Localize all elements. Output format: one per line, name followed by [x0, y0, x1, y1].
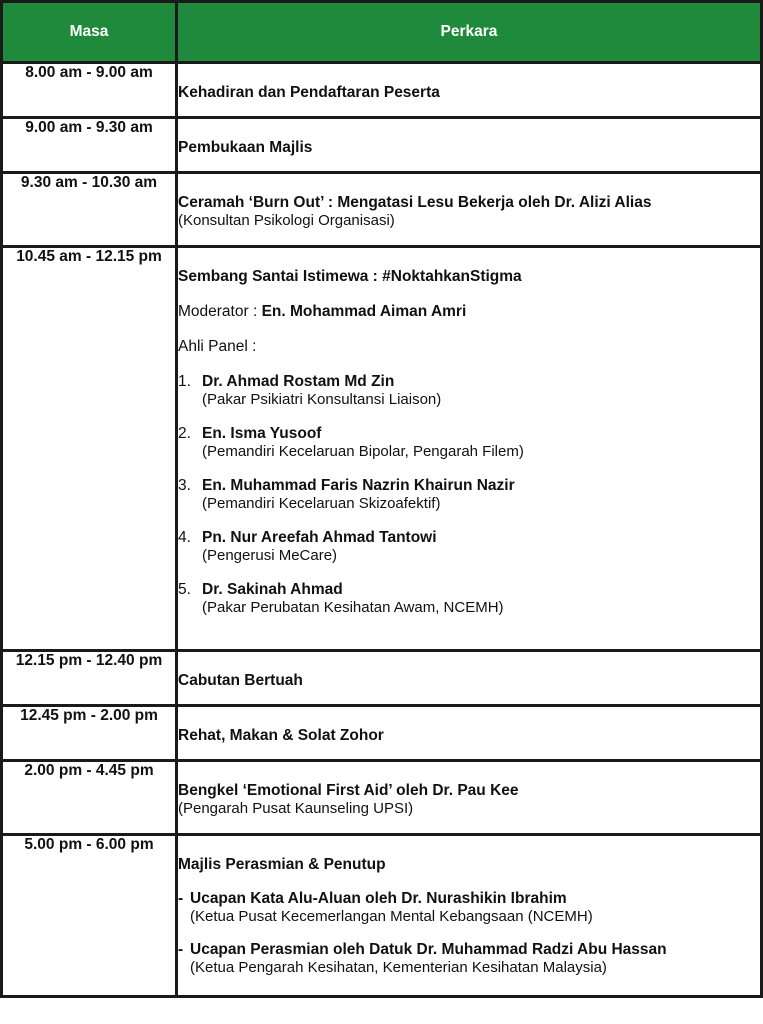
panelist-number: 3. — [178, 477, 191, 494]
moderator-label: Moderator : — [178, 303, 258, 320]
row-time: 8.00 am - 9.00 am — [2, 63, 177, 118]
panelist-name: Dr. Ahmad Rostam Md Zin — [202, 373, 395, 390]
row-item — [177, 247, 762, 651]
row-title: Ceramah ‘Burn Out’ : Mengatasi Lesu Bekerja oleh Dr. Alizi Alias — [178, 194, 652, 211]
row-title: Cabutan Bertuah — [178, 672, 303, 689]
row-time: 2.00 pm - 4.45 pm — [2, 761, 177, 835]
row-time: 5.00 pm - 6.00 pm — [2, 835, 177, 997]
speech-item — [178, 941, 760, 976]
panelist-number: 2. — [178, 425, 191, 442]
panelist-name: Dr. Sakinah Ahmad — [202, 581, 343, 598]
panelist-role: (Pakar Perubatan Kesihatan Awam, NCEMH) — [202, 599, 504, 616]
moderator-name: En. Mohammad Aiman Amri — [261, 303, 467, 320]
panelist-number: 4. — [178, 529, 191, 546]
table-row — [2, 651, 762, 706]
row-time: 9.00 am - 9.30 am — [2, 118, 177, 173]
panelist-name: En. Muhammad Faris Nazrin Khairun Nazir — [202, 477, 515, 494]
panelist-role: (Pengerusi MeCare) — [202, 547, 338, 564]
speech-item — [178, 890, 760, 925]
panelist-item — [178, 477, 760, 512]
row-item — [177, 761, 762, 835]
table-row — [2, 706, 762, 761]
panelist-item — [178, 581, 760, 616]
speech-title: Ucapan Perasmian oleh Datuk Dr. Muhammad Radzi Abu Hassan — [190, 941, 667, 958]
row-time: 9.30 am - 10.30 am — [2, 173, 177, 247]
row-subtitle: (Pengarah Pusat Kaunseling UPSI) — [178, 800, 414, 817]
row-title: Bengkel ‘Emotional First Aid’ oleh Dr. Pau Kee — [178, 782, 519, 799]
moderator-line — [178, 303, 760, 321]
row-item — [177, 651, 762, 706]
panelist-item — [178, 425, 760, 460]
speech-dash: - — [178, 890, 184, 907]
speech-role: (Ketua Pengarah Kesihatan, Kementerian Kesihatan Malaysia) — [190, 959, 607, 976]
speech-dash: - — [178, 941, 184, 958]
panelist-item — [178, 529, 760, 564]
panelist-role: (Pemandiri Kecelaruan Bipolar, Pengarah Filem) — [202, 443, 524, 460]
panelist-number: 5. — [178, 581, 191, 598]
header-item: Perkara — [177, 2, 762, 63]
row-time: 12.15 pm - 12.40 pm — [2, 651, 177, 706]
row-time: 10.45 am - 12.15 pm — [2, 247, 177, 651]
row-title: Pembukaan Majlis — [178, 139, 313, 156]
row-title: Majlis Perasmian & Penutup — [178, 856, 386, 873]
panelist-name: Pn. Nur Areefah Ahmad Tantowi — [202, 529, 437, 546]
panelist-name: En. Isma Yusoof — [202, 425, 322, 442]
speech-role: (Ketua Pusat Kecemerlangan Mental Kebangsaan (NCEMH) — [190, 908, 593, 925]
row-subtitle: (Konsultan Psikologi Organisasi) — [178, 212, 395, 229]
panelist-number: 1. — [178, 373, 191, 390]
row-item — [177, 63, 762, 118]
table-row — [2, 118, 762, 173]
table-row — [2, 761, 762, 835]
row-item — [177, 706, 762, 761]
row-time: 12.45 pm - 2.00 pm — [2, 706, 177, 761]
panel-label: Ahli Panel : — [178, 338, 257, 355]
speech-title: Ucapan Kata Alu-Aluan oleh Dr. Nurashikin Ibrahim — [190, 890, 567, 907]
panelist-role: (Pemandiri Kecelaruan Skizoafektif) — [202, 495, 441, 512]
row-title: Kehadiran dan Pendaftaran Peserta — [178, 84, 440, 101]
panelist-item — [178, 373, 760, 408]
table-row — [2, 173, 762, 247]
row-item — [177, 118, 762, 173]
panelist-role: (Pakar Psikiatri Konsultansi Liaison) — [202, 391, 442, 408]
table-row — [2, 835, 762, 997]
row-item — [177, 835, 762, 997]
row-title: Sembang Santai Istimewa : #NoktahkanStigma — [178, 268, 522, 285]
table-row — [2, 63, 762, 118]
header-time: Masa — [2, 2, 177, 63]
row-title: Rehat, Makan & Solat Zohor — [178, 727, 384, 744]
row-item — [177, 173, 762, 247]
table-row — [2, 247, 762, 651]
table-header-row — [2, 2, 762, 63]
